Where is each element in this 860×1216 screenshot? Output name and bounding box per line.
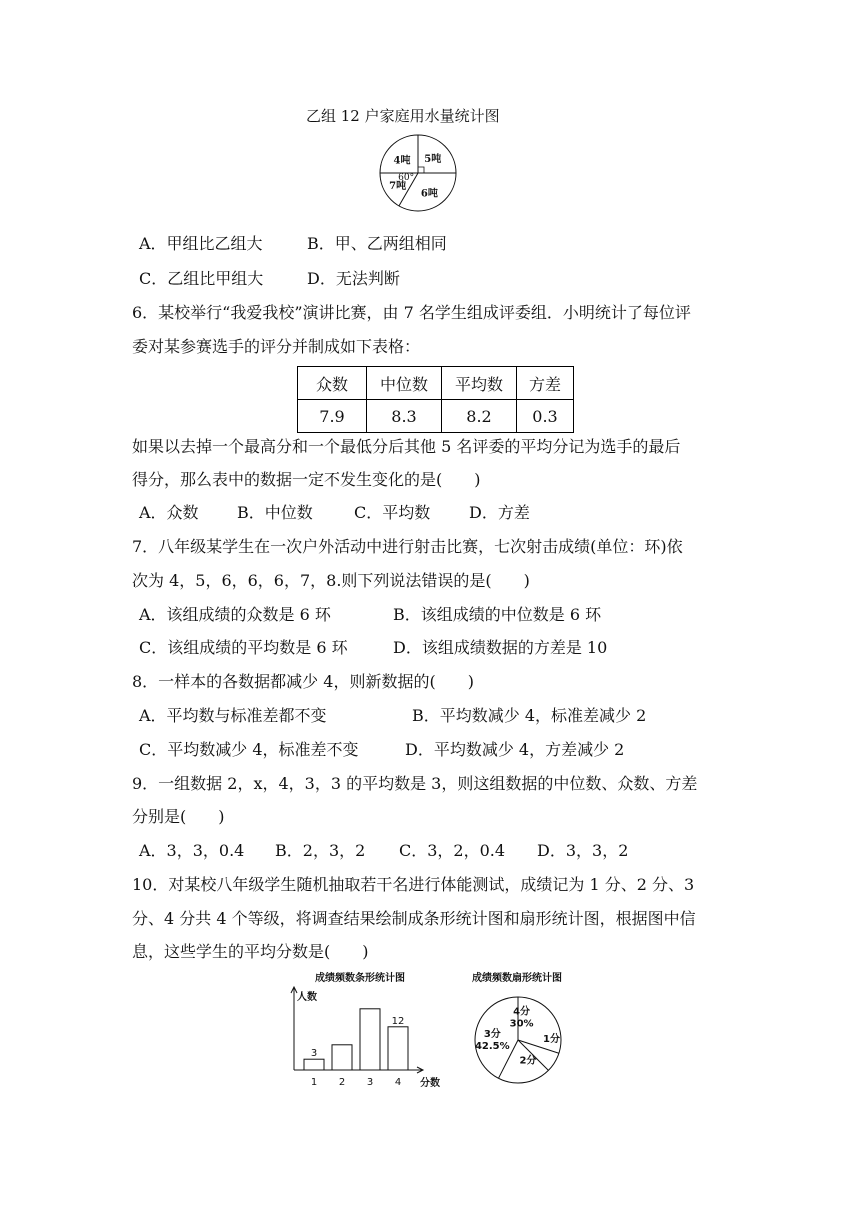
x-tick-label: 1 [310, 1077, 318, 1088]
q10-stem-line3: 息，这些学生的平均分数是( ) [132, 942, 369, 961]
x-axis-label: 分数 [420, 1078, 440, 1089]
pie-label-1: 30% [509, 1018, 534, 1030]
q6-stem-line4: 得分，那么表中的数据一定不发生变化的是( ) [132, 470, 481, 489]
x-tick-label: 2 [338, 1077, 346, 1088]
q9-stem-line2: 分别是( ) [132, 807, 225, 826]
fig1-title: 乙组 12 户家庭用水量统计图 [306, 107, 500, 125]
q9-option-b[interactable]: B．2，3，2 [275, 841, 366, 860]
bar-4 [388, 1027, 408, 1070]
table-value-cell: 7.9 [298, 400, 367, 433]
table-header-cell: 众数 [298, 367, 367, 400]
q7-stem-line1: 7．八年级某学生在一次户外活动中进行射击比赛，七次射击成绩(单位：环)依 [132, 537, 683, 556]
bar-1 [304, 1059, 324, 1070]
pie-slice-label-3: 7吨 [389, 180, 407, 192]
q5-option-b[interactable]: B．甲、乙两组相同 [307, 234, 447, 253]
q5-option-a[interactable]: A．甲组比乙组大 [139, 234, 263, 253]
q8-stem-line1: 8．一样本的各数据都减少 4，则新数据的( ) [132, 672, 474, 691]
q6-option-d[interactable]: D．方差 [469, 503, 530, 522]
table-value-cell: 8.2 [442, 400, 517, 433]
bar-data-label-4: 12 [391, 1015, 405, 1027]
pie-angle-label: 60° [398, 173, 415, 183]
q5-option-c[interactable]: C．乙组比甲组大 [139, 269, 264, 288]
q9-option-c[interactable]: C．3，2，0.4 [399, 841, 506, 860]
q8-option-d[interactable]: D．平均数减少 4，方差减少 2 [405, 740, 625, 759]
pie-label-2: 1分 [543, 1034, 561, 1045]
pie-slice-label-2: 6吨 [420, 188, 438, 200]
q6-stem-line2: 委对某参赛选手的评分并制成如下表格： [132, 337, 421, 356]
table-header-cell: 方差 [517, 367, 574, 400]
q6-stem-line1: 6．某校举行“我爱我校”演讲比赛，由 7 名学生组成评委组．小明统计了每位评 [132, 303, 691, 322]
pie-slice-label-1: 5吨 [424, 154, 442, 166]
table-header-cell: 平均数 [442, 367, 517, 400]
q7-option-d[interactable]: D．该组成绩数据的方差是 10 [393, 638, 608, 657]
water-usage-pie-chart [370, 128, 470, 218]
table-header-cell: 中位数 [367, 367, 442, 400]
q6-option-b[interactable]: B．中位数 [237, 503, 313, 522]
bar-data-label-1: 3 [310, 1048, 318, 1060]
pie-label-0: 4分 [513, 1006, 531, 1018]
pie-label-5: 42.5% [474, 1041, 510, 1053]
pie-slice-label-0: 4吨 [393, 155, 411, 167]
x-tick-label: 4 [394, 1077, 402, 1088]
q9-option-d[interactable]: D．3，3，2 [537, 841, 629, 860]
y-axis-label: 人数 [297, 992, 317, 1003]
q7-option-b[interactable]: B．该组成绩的中位数是 6 环 [393, 605, 602, 624]
q5-option-d[interactable]: D．无法判断 [307, 269, 400, 288]
q9-option-a[interactable]: A．3，3，0.4 [139, 841, 245, 860]
pie-label-3: 2分 [519, 1055, 537, 1067]
x-tick-label: 3 [366, 1077, 374, 1088]
score-frequency-pie-chart [455, 968, 585, 1093]
table-row-values [298, 400, 574, 433]
q8-option-a[interactable]: A．平均数与标准差都不变 [139, 706, 327, 725]
q6-option-a[interactable]: A．众数 [139, 503, 199, 522]
q7-option-c[interactable]: C．该组成绩的平均数是 6 环 [139, 638, 348, 657]
bar-2 [332, 1045, 352, 1070]
right-angle-mark [418, 167, 424, 173]
q6-stem-line3: 如果以去掉一个最高分和一个最低分后其他 5 名评委的平均分记为选手的最后 [132, 437, 681, 456]
score-frequency-bar-chart [280, 968, 450, 1093]
table-value-cell: 8.3 [367, 400, 442, 433]
bar-chart-title: 成绩频数条形统计图 [315, 973, 405, 984]
pie-label-4: 3分 [483, 1029, 501, 1041]
q8-option-c[interactable]: C．平均数减少 4，标准差不变 [139, 740, 359, 759]
q9-stem-line1: 9．一组数据 2，x，4，3，3 的平均数是 3，则这组数据的中位数、众数、方差 [132, 774, 698, 793]
q10-stem-line2: 分、4 分共 4 个等级，将调查结果绘制成条形统计图和扇形统计图，根据图中信 [132, 909, 696, 928]
q7-stem-line2: 次为 4，5，6，6，6，7，8.则下列说法错误的是( ) [132, 571, 530, 590]
q8-option-b[interactable]: B．平均数减少 4，标准差减少 2 [412, 706, 647, 725]
pie-chart-title: 成绩频数扇形统计图 [472, 973, 562, 984]
table-row-header [298, 367, 574, 400]
q7-option-a[interactable]: A．该组成绩的众数是 6 环 [139, 605, 331, 624]
q6-option-c[interactable]: C．平均数 [354, 503, 431, 522]
q10-stem-line1: 10．对某校八年级学生随机抽取若干名进行体能测试，成绩记为 1 分、2 分、3 [132, 875, 695, 894]
table-value-cell: 0.3 [517, 400, 574, 433]
q6-stats-table [297, 366, 574, 433]
bar-3 [360, 1009, 380, 1070]
